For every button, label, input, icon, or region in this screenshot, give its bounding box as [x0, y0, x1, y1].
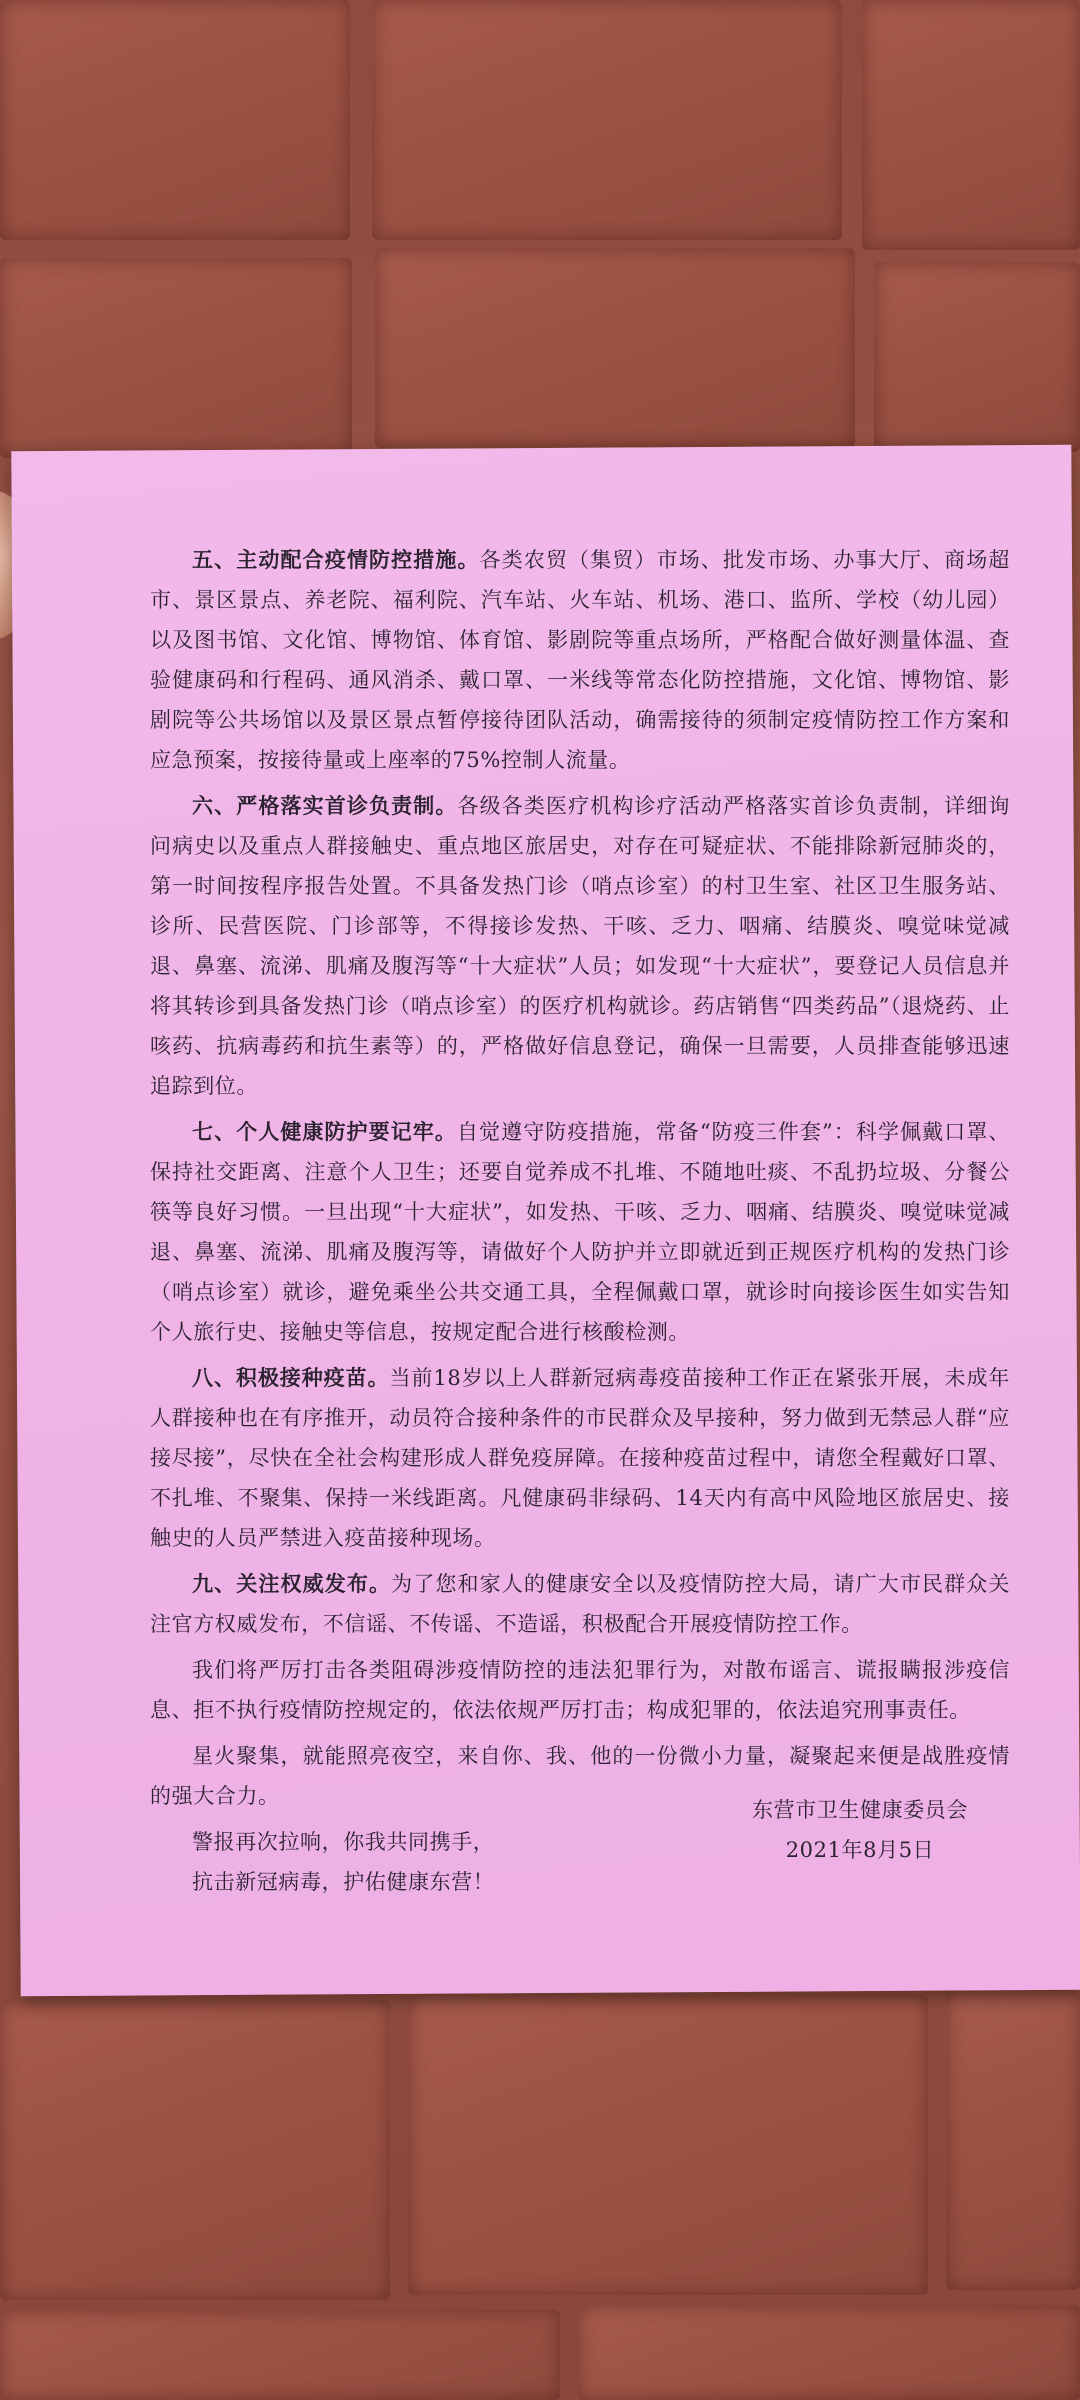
paragraph-heading: 六、严格落实首诊负责制。	[192, 793, 458, 818]
brick	[372, 0, 842, 240]
paragraph-8	[150, 1358, 1010, 1558]
paragraph-text: 当前18岁以上人群新冠病毒疫苗接种工作正在紧张开展，未成年人群接种也在有序推开，动员符合接种条件的市民群众及早接种，努力做到无禁忌人群“应接尽接”，尽快在全社会构建形成人群免疫屏障。在接种疫苗过程中，请您全程戴好口罩、不扎堆、不聚集、保持一米线距离。凡健康码非绿码、14天内有高中风险地区旅居史、接触史的人员严禁进入疫苗接种现场。	[150, 1366, 1011, 1550]
brick	[578, 2305, 1080, 2400]
brick	[375, 248, 855, 448]
slogan-line: 抗击新冠病毒，护佑健康东营！	[192, 1870, 495, 1894]
paragraph-6	[150, 786, 1010, 1106]
brick	[0, 258, 352, 458]
paragraph-text: 各级各类医疗机构诊疗活动严格落实首诊负责制，详细询问病史以及重点人群接触史、重点地区旅居史，对存在可疑症状、不能排除新冠肺炎的，第一时间按程序报告处置。不具备发热门诊（哨点诊室）的村卫生室、社区卫生服务站、诊所、民营医院、门诊部等，不得接诊发热、干咳、乏力、咽痛、结膜炎、嗅觉味觉减退、鼻塞、流涕、肌痛及腹泻等“十大症状”人员；如发现“十大症状”，要登记人员信息并将其转诊到具备发热门诊（哨点诊室）的医疗机构就诊。药店销售“四类药品”（退烧药、止咳药、抗病毒药和抗生素等）的，严格做好信息登记，确保一旦需要，人员排查能够迅速追踪到位。	[150, 794, 1010, 1098]
closing-paragraph: 星火聚集，就能照亮夜空，来自你、我、他的一份微小力量，凝聚起来便是战胜疫情的强大合力。	[150, 1744, 1010, 1808]
paragraph-5	[150, 540, 1010, 780]
issuer-name: 东营市卫生健康委员会	[752, 1798, 968, 1822]
paragraph-text: 为了您和家人的健康安全以及疫情防控大局，请广大市民群众关注官方权威发布，不信谣、不传谣、不造谣，积极配合开展疫情防控工作。	[150, 1572, 1010, 1636]
paragraph-heading: 九、关注权威发布。	[192, 1571, 392, 1596]
issue-date: 2021年8月5日	[785, 1838, 935, 1862]
brick	[946, 1990, 1080, 2290]
brick	[874, 262, 1080, 452]
brick	[862, 0, 1080, 250]
paragraph-text: 各类农贸（集贸）市场、批发市场、办事大厅、商场超市、景区景点、养老院、福利院、汽车站、火车站、机场、港口、监所、学校（幼儿园）以及图书馆、文化馆、博物馆、体育馆、影剧院等重点场所，严格配合做好测量体温、查验健康码和行程码、通风消杀、戴口罩、一米线等常态化防控措施，文化馆、博物馆、影剧院等公共场馆以及景区景点暂停接待团队活动，确需接待的须制定疫情防控工作方案和应急预案，按接待量或上座率的75%控制人流量。	[150, 548, 1010, 772]
brick	[0, 2310, 560, 2400]
slogan-line: 警报再次拉响，你我共同携手，	[192, 1830, 495, 1854]
brick	[0, 2000, 390, 2300]
paragraph-heading: 八、积极接种疫苗。	[192, 1365, 390, 1390]
paragraph-text: 自觉遵守防疫措施，常备“防疫三件套”：科学佩戴口罩、保持社交距离、注意个人卫生；还要自觉养成不扎堆、不随地吐痰、不乱扔垃圾、分餐公筷等良好习惯。一旦出现“十大症状”，如发热、干咳、乏力、咽痛、结膜炎、嗅觉味觉减退、鼻塞、流涕、肌痛及腹泻等，请做好个人防护并立即就近到正规医疗机构的发热门诊（哨点诊室）就诊，避免乘坐公共交通工具，全程佩戴口罩，就诊时向接诊医生如实告知个人旅行史、接触史等信息，按规定配合进行核酸检测。	[150, 1120, 1010, 1344]
paragraph-9	[150, 1564, 1010, 1644]
notice-body	[150, 540, 1010, 1902]
brick	[408, 1995, 928, 2295]
brick	[0, 0, 350, 240]
closing-paragraph: 我们将严厉打击各类阻碍涉疫情防控的违法犯罪行为，对散布谣言、谎报瞒报涉疫信息、拒不执行疫情防控规定的，依法依规严厉打击；构成犯罪的，依法追究刑事责任。	[150, 1658, 1010, 1722]
paragraph-heading: 五、主动配合疫情防控措施。	[192, 547, 480, 572]
paragraph-7	[150, 1112, 1010, 1352]
paragraph-heading: 七、个人健康防护要记牢。	[192, 1119, 457, 1144]
